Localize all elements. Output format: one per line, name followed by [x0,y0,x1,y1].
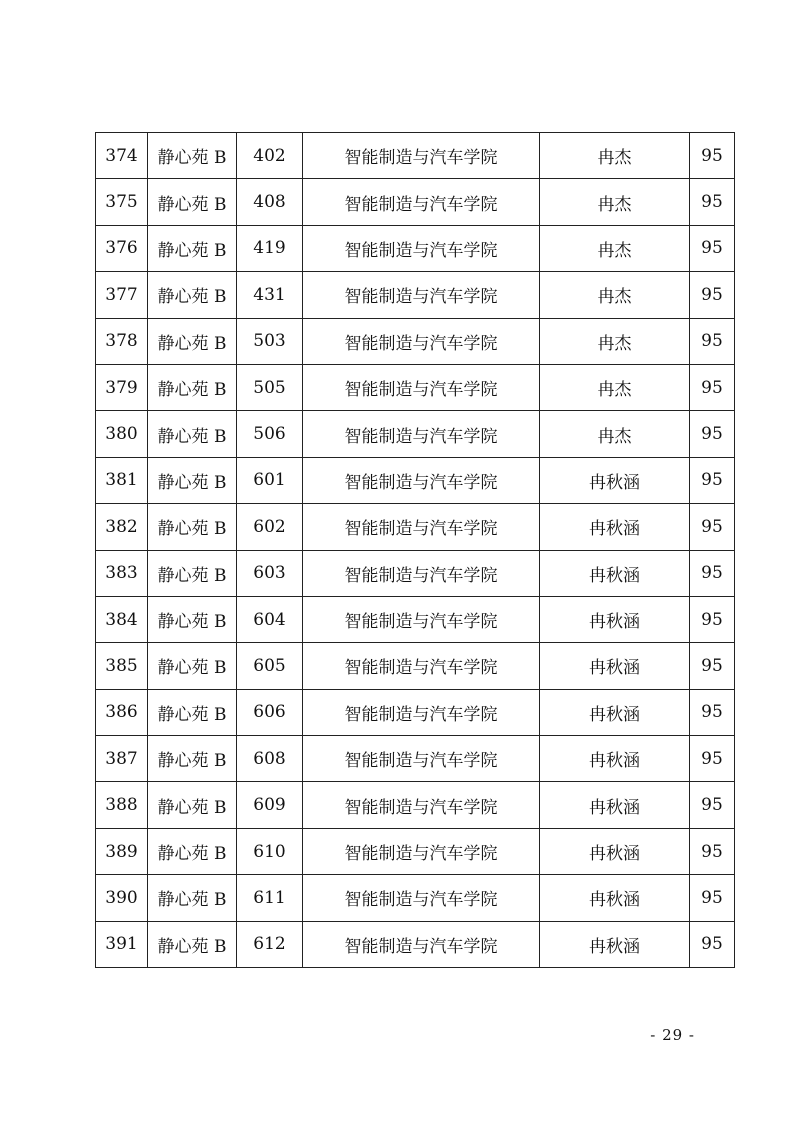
row-number-cell: 386 [96,689,148,735]
room-number-cell: 408 [237,179,303,225]
row-number-cell: 390 [96,875,148,921]
college-cell: 智能制造与汽车学院 [303,133,540,179]
building-cell: 静心苑 B [148,411,237,457]
row-number-cell: 374 [96,133,148,179]
college-cell: 智能制造与汽车学院 [303,782,540,828]
room-number-cell: 402 [237,133,303,179]
row-number-cell: 378 [96,318,148,364]
college-cell: 智能制造与汽车学院 [303,457,540,503]
inspector-name-cell: 冉秋涵 [540,782,690,828]
college-cell: 智能制造与汽车学院 [303,179,540,225]
inspector-name-cell: 冉秋涵 [540,457,690,503]
college-cell: 智能制造与汽车学院 [303,828,540,874]
table-row [96,921,735,967]
inspector-name-cell: 冉杰 [540,411,690,457]
building-cell: 静心苑 B [148,225,237,271]
room-number-cell: 611 [237,875,303,921]
row-number-cell: 375 [96,179,148,225]
row-number-cell: 383 [96,550,148,596]
building-cell: 静心苑 B [148,133,237,179]
building-cell: 静心苑 B [148,457,237,503]
inspector-name-cell: 冉杰 [540,225,690,271]
dormitory-score-table [95,132,735,968]
row-number-cell: 388 [96,782,148,828]
college-cell: 智能制造与汽车学院 [303,736,540,782]
room-number-cell: 603 [237,550,303,596]
table-row [96,364,735,410]
table-row [96,225,735,271]
score-cell: 95 [690,364,735,410]
room-number-cell: 506 [237,411,303,457]
table-row [96,875,735,921]
score-cell: 95 [690,596,735,642]
row-number-cell: 376 [96,225,148,271]
room-number-cell: 503 [237,318,303,364]
college-cell: 智能制造与汽车学院 [303,875,540,921]
table-row [96,272,735,318]
room-number-cell: 605 [237,643,303,689]
table-row [96,782,735,828]
table-row [96,457,735,503]
table-row [96,689,735,735]
table-row [96,411,735,457]
building-cell: 静心苑 B [148,689,237,735]
room-number-cell: 601 [237,457,303,503]
building-cell: 静心苑 B [148,364,237,410]
score-cell: 95 [690,504,735,550]
room-number-cell: 606 [237,689,303,735]
inspector-name-cell: 冉秋涵 [540,504,690,550]
score-cell: 95 [690,318,735,364]
score-cell: 95 [690,736,735,782]
building-cell: 静心苑 B [148,782,237,828]
table-row [96,736,735,782]
building-cell: 静心苑 B [148,828,237,874]
row-number-cell: 380 [96,411,148,457]
room-number-cell: 608 [237,736,303,782]
score-cell: 95 [690,875,735,921]
building-cell: 静心苑 B [148,550,237,596]
score-cell: 95 [690,457,735,503]
inspector-name-cell: 冉秋涵 [540,921,690,967]
room-number-cell: 612 [237,921,303,967]
college-cell: 智能制造与汽车学院 [303,318,540,364]
building-cell: 静心苑 B [148,596,237,642]
inspector-name-cell: 冉秋涵 [540,643,690,689]
building-cell: 静心苑 B [148,272,237,318]
row-number-cell: 391 [96,921,148,967]
inspector-name-cell: 冉秋涵 [540,828,690,874]
building-cell: 静心苑 B [148,318,237,364]
inspector-name-cell: 冉秋涵 [540,736,690,782]
table-row [96,504,735,550]
building-cell: 静心苑 B [148,179,237,225]
college-cell: 智能制造与汽车学院 [303,550,540,596]
table-row [96,133,735,179]
score-cell: 95 [690,179,735,225]
row-number-cell: 387 [96,736,148,782]
inspector-name-cell: 冉秋涵 [540,596,690,642]
college-cell: 智能制造与汽车学院 [303,272,540,318]
inspector-name-cell: 冉杰 [540,272,690,318]
table-row [96,318,735,364]
row-number-cell: 377 [96,272,148,318]
room-number-cell: 431 [237,272,303,318]
room-number-cell: 602 [237,504,303,550]
row-number-cell: 384 [96,596,148,642]
college-cell: 智能制造与汽车学院 [303,225,540,271]
building-cell: 静心苑 B [148,504,237,550]
room-number-cell: 609 [237,782,303,828]
building-cell: 静心苑 B [148,736,237,782]
inspector-name-cell: 冉秋涵 [540,550,690,596]
score-cell: 95 [690,689,735,735]
table-row [96,828,735,874]
inspector-name-cell: 冉杰 [540,133,690,179]
score-cell: 95 [690,550,735,596]
table-row [96,550,735,596]
score-cell: 95 [690,225,735,271]
score-cell: 95 [690,782,735,828]
row-number-cell: 381 [96,457,148,503]
room-number-cell: 604 [237,596,303,642]
table-body [96,133,735,968]
room-number-cell: 419 [237,225,303,271]
inspector-name-cell: 冉秋涵 [540,689,690,735]
college-cell: 智能制造与汽车学院 [303,504,540,550]
college-cell: 智能制造与汽车学院 [303,596,540,642]
building-cell: 静心苑 B [148,921,237,967]
college-cell: 智能制造与汽车学院 [303,411,540,457]
building-cell: 静心苑 B [148,643,237,689]
score-cell: 95 [690,133,735,179]
inspector-name-cell: 冉杰 [540,364,690,410]
score-cell: 95 [690,272,735,318]
table-row [96,179,735,225]
table-row [96,596,735,642]
college-cell: 智能制造与汽车学院 [303,643,540,689]
score-cell: 95 [690,643,735,689]
room-number-cell: 505 [237,364,303,410]
row-number-cell: 385 [96,643,148,689]
room-number-cell: 610 [237,828,303,874]
row-number-cell: 389 [96,828,148,874]
college-cell: 智能制造与汽车学院 [303,689,540,735]
row-number-cell: 379 [96,364,148,410]
score-cell: 95 [690,411,735,457]
inspector-name-cell: 冉秋涵 [540,875,690,921]
college-cell: 智能制造与汽车学院 [303,364,540,410]
score-cell: 95 [690,828,735,874]
score-cell: 95 [690,921,735,967]
row-number-cell: 382 [96,504,148,550]
building-cell: 静心苑 B [148,875,237,921]
college-cell: 智能制造与汽车学院 [303,921,540,967]
page-number: - 29 - [650,1026,695,1044]
table-row [96,643,735,689]
inspector-name-cell: 冉杰 [540,318,690,364]
inspector-name-cell: 冉杰 [540,179,690,225]
